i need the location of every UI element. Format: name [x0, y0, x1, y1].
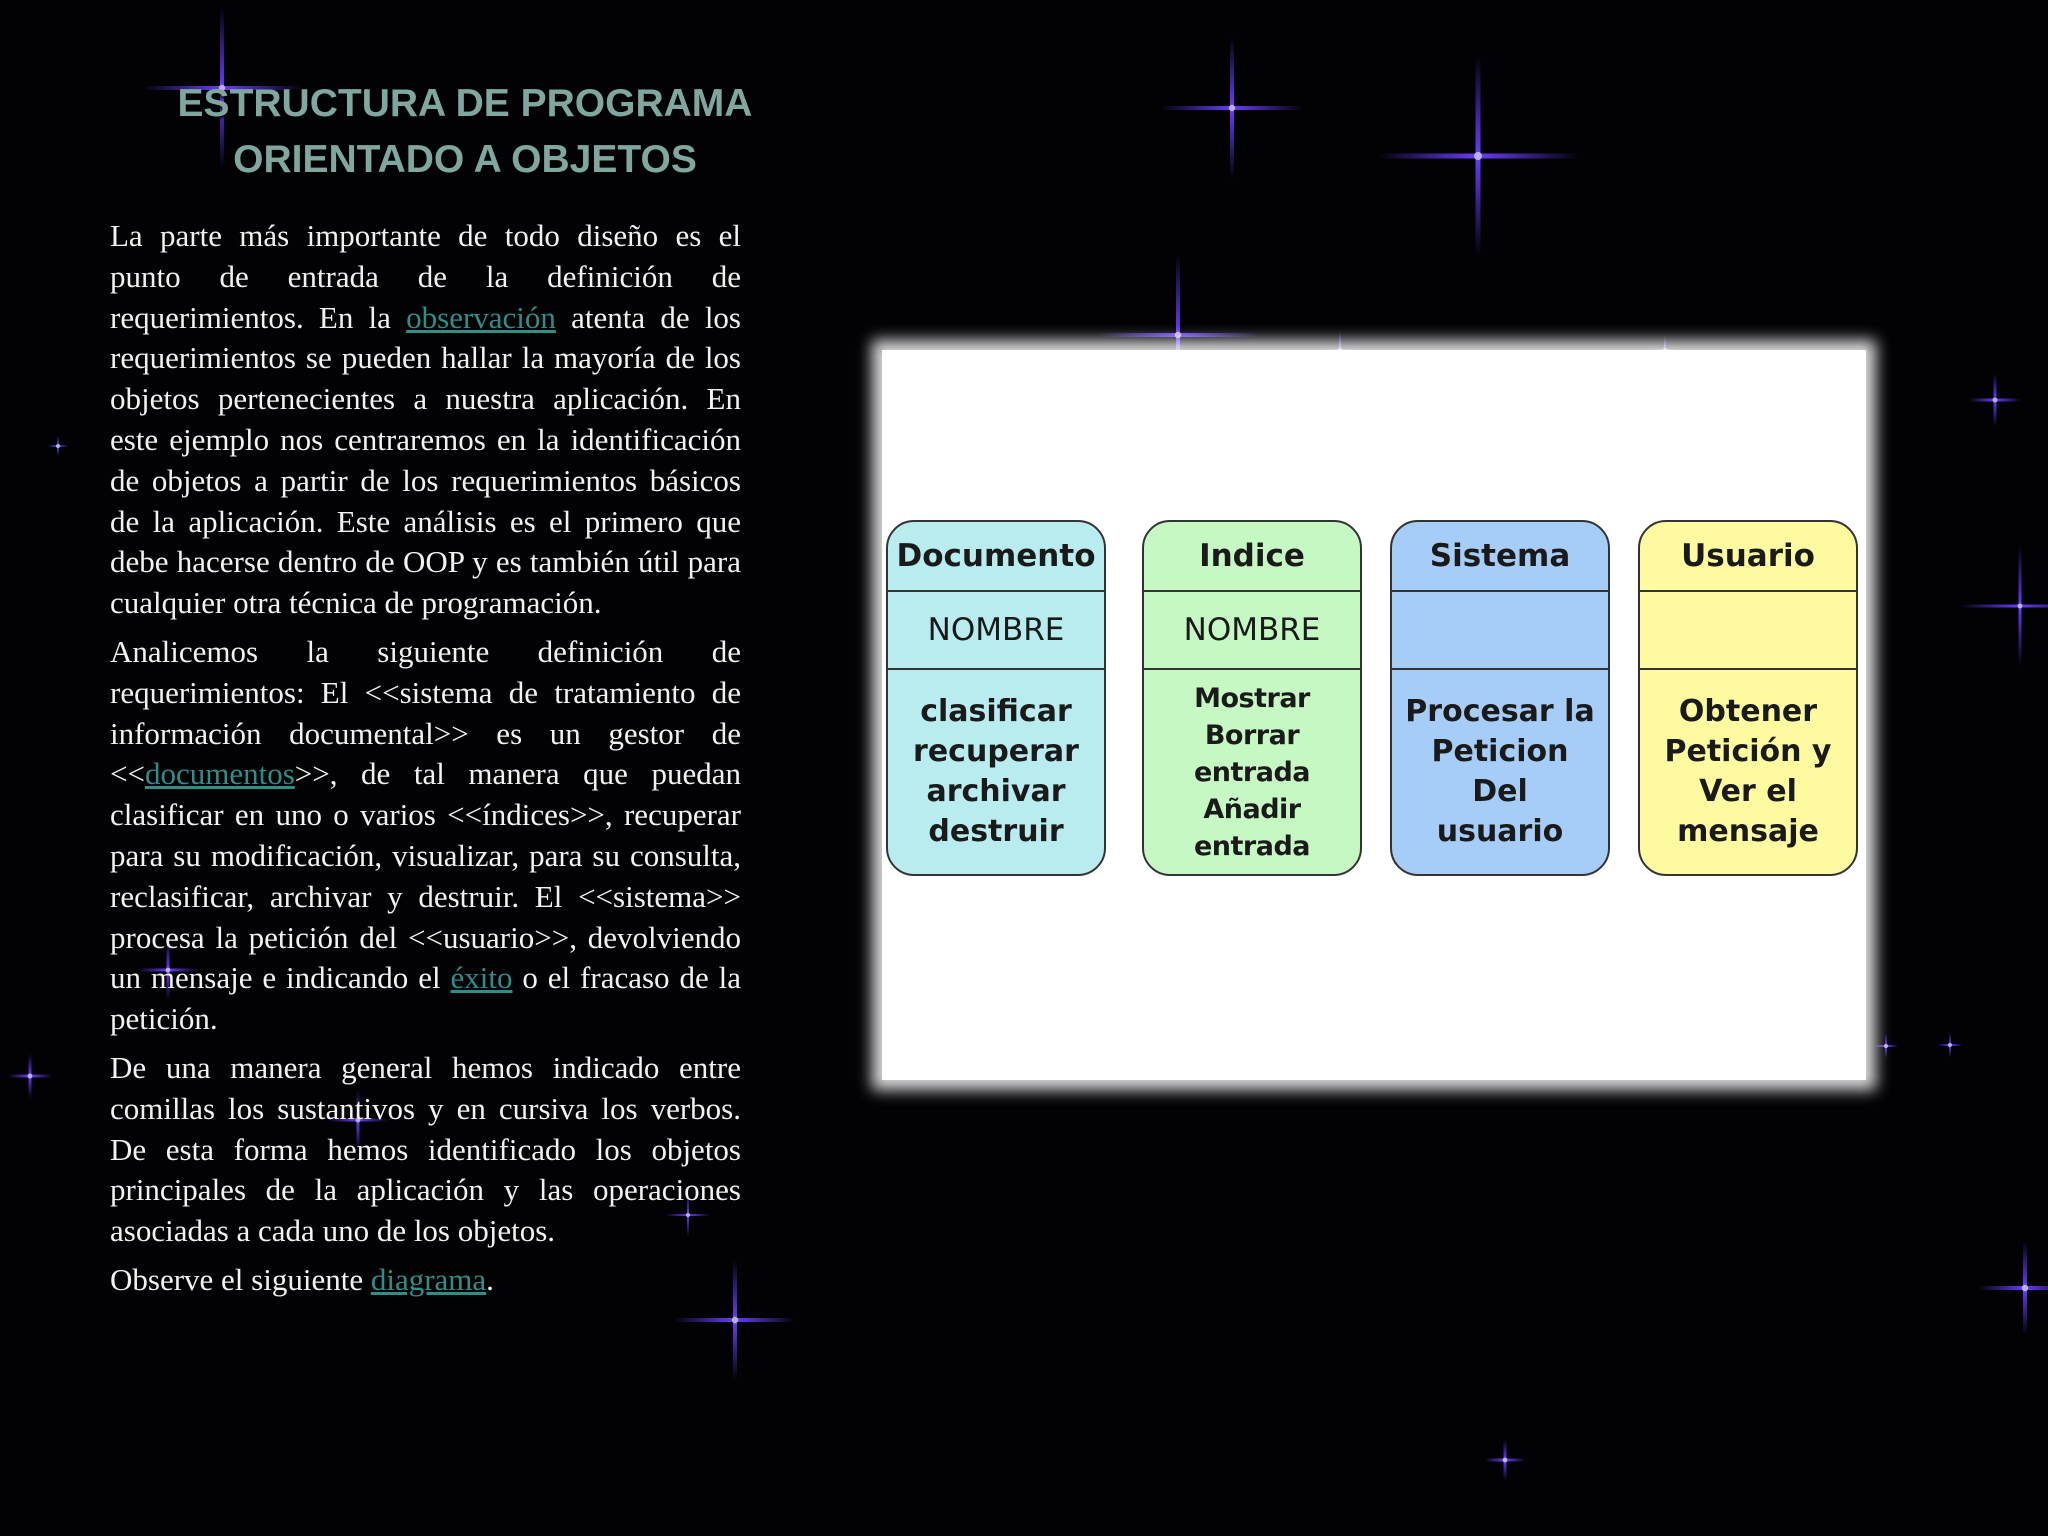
page-title	[150, 76, 780, 188]
star-sparkle	[1938, 1033, 1962, 1057]
link-documentos[interactable]: documentos	[144, 756, 295, 792]
operation: Ver el	[1699, 774, 1797, 809]
class-box-indice	[1142, 520, 1362, 876]
link-diagrama[interactable]: diagrama	[370, 1261, 487, 1297]
paragraph-2-text-continued: >>, de tal manera que puedan clasificar en uno o varios <<índices>>, recuperar para su modificación, visualizar, para su consulta, reclasificar, archivar y destruir. El <<sistema>> procesa la petición del <<usuario>>, devolviendo un mensaje e indicando el	[110, 756, 741, 996]
class-attribute: NOMBRE	[888, 592, 1104, 670]
class-box-usuario	[1638, 520, 1858, 876]
operation: recuperar	[913, 734, 1079, 769]
operation: clasificar	[920, 694, 1072, 729]
star-sparkle	[1874, 1034, 1898, 1058]
paragraph-3: De una manera general hemos indicado entre comillas los sustantivos y en cursiva los verbos. De esta forma hemos identificado los objetos principales de la aplicación y las operaciones asociadas a cada uno de los objetos.	[110, 1049, 741, 1249]
operation: Obtener	[1678, 694, 1818, 729]
operation: destruir	[928, 814, 1064, 849]
class-box-sistema	[1390, 520, 1610, 876]
star-sparkle	[1969, 374, 2021, 426]
paragraph-4	[110, 1260, 741, 1301]
class-diagram	[882, 350, 1866, 1080]
class-name: Sistema	[1392, 522, 1608, 592]
title-line-1: ESTRUCTURA DE PROGRAMA	[177, 82, 753, 125]
operation: Mostrar	[1194, 682, 1310, 714]
body-text	[110, 216, 741, 1309]
paragraph-2-text-end: o el fracaso de la petición.	[110, 960, 741, 1037]
paragraph-1	[110, 216, 741, 624]
operation: archivar	[926, 774, 1066, 809]
star-sparkle	[1162, 38, 1302, 178]
paragraph-1-text: La parte más importante de todo diseño es el punto de entrada de la definición de requerimientos. En la	[110, 218, 741, 335]
paragraph-4-text: Observe el siguiente	[110, 1261, 371, 1297]
star-sparkle	[8, 1054, 52, 1098]
operation: Petición y	[1664, 734, 1832, 769]
class-operations	[1640, 670, 1856, 874]
operation: mensaje	[1677, 814, 1819, 849]
paragraph-1-text-continued: atenta de los requerimientos se pueden hallar la mayoría de los objetos pertenecientes a nuestra aplicación. En este ejemplo nos centraremos en la identificación de objetos a partir de los requerimientos básicos de la aplicación. Este análisis es el primero que debe hacerse dentro de OOP y es también útil para cualquier otra técnica de programación.	[110, 299, 741, 621]
operation: Procesar la	[1405, 694, 1595, 729]
operation: Borrar entrada	[1193, 719, 1311, 788]
link-exito[interactable]: éxito	[450, 960, 513, 996]
star-sparkle	[1378, 56, 1578, 256]
operation: Del	[1472, 774, 1528, 809]
class-name: Usuario	[1640, 522, 1856, 592]
link-observacion[interactable]: observación	[406, 299, 556, 335]
class-attribute	[1392, 592, 1608, 670]
star-sparkle	[1960, 546, 2048, 666]
class-name: Documento	[888, 522, 1104, 592]
class-name: Indice	[1144, 522, 1360, 592]
star-sparkle	[48, 436, 68, 456]
paragraph-4-period: .	[486, 1261, 494, 1297]
class-operations	[1392, 670, 1608, 874]
star-sparkle	[1979, 1242, 2048, 1334]
operation: Añadir entrada	[1193, 793, 1311, 862]
operation: Peticion	[1431, 734, 1569, 769]
class-attribute	[1640, 592, 1856, 670]
operation: usuario	[1436, 814, 1564, 849]
title-line-2: ORIENTADO A OBJETOS	[233, 138, 697, 181]
class-operations	[1144, 670, 1360, 874]
paragraph-2	[110, 632, 741, 1040]
star-sparkle	[1485, 1440, 1525, 1480]
class-attribute: NOMBRE	[1144, 592, 1360, 670]
class-box-documento	[886, 520, 1106, 876]
paragraph-2-text: Analicemos la siguiente definición de requerimientos: El <<sistema de tratamiento de información documental>> es un gestor de <<	[110, 633, 741, 792]
class-operations	[888, 670, 1104, 874]
